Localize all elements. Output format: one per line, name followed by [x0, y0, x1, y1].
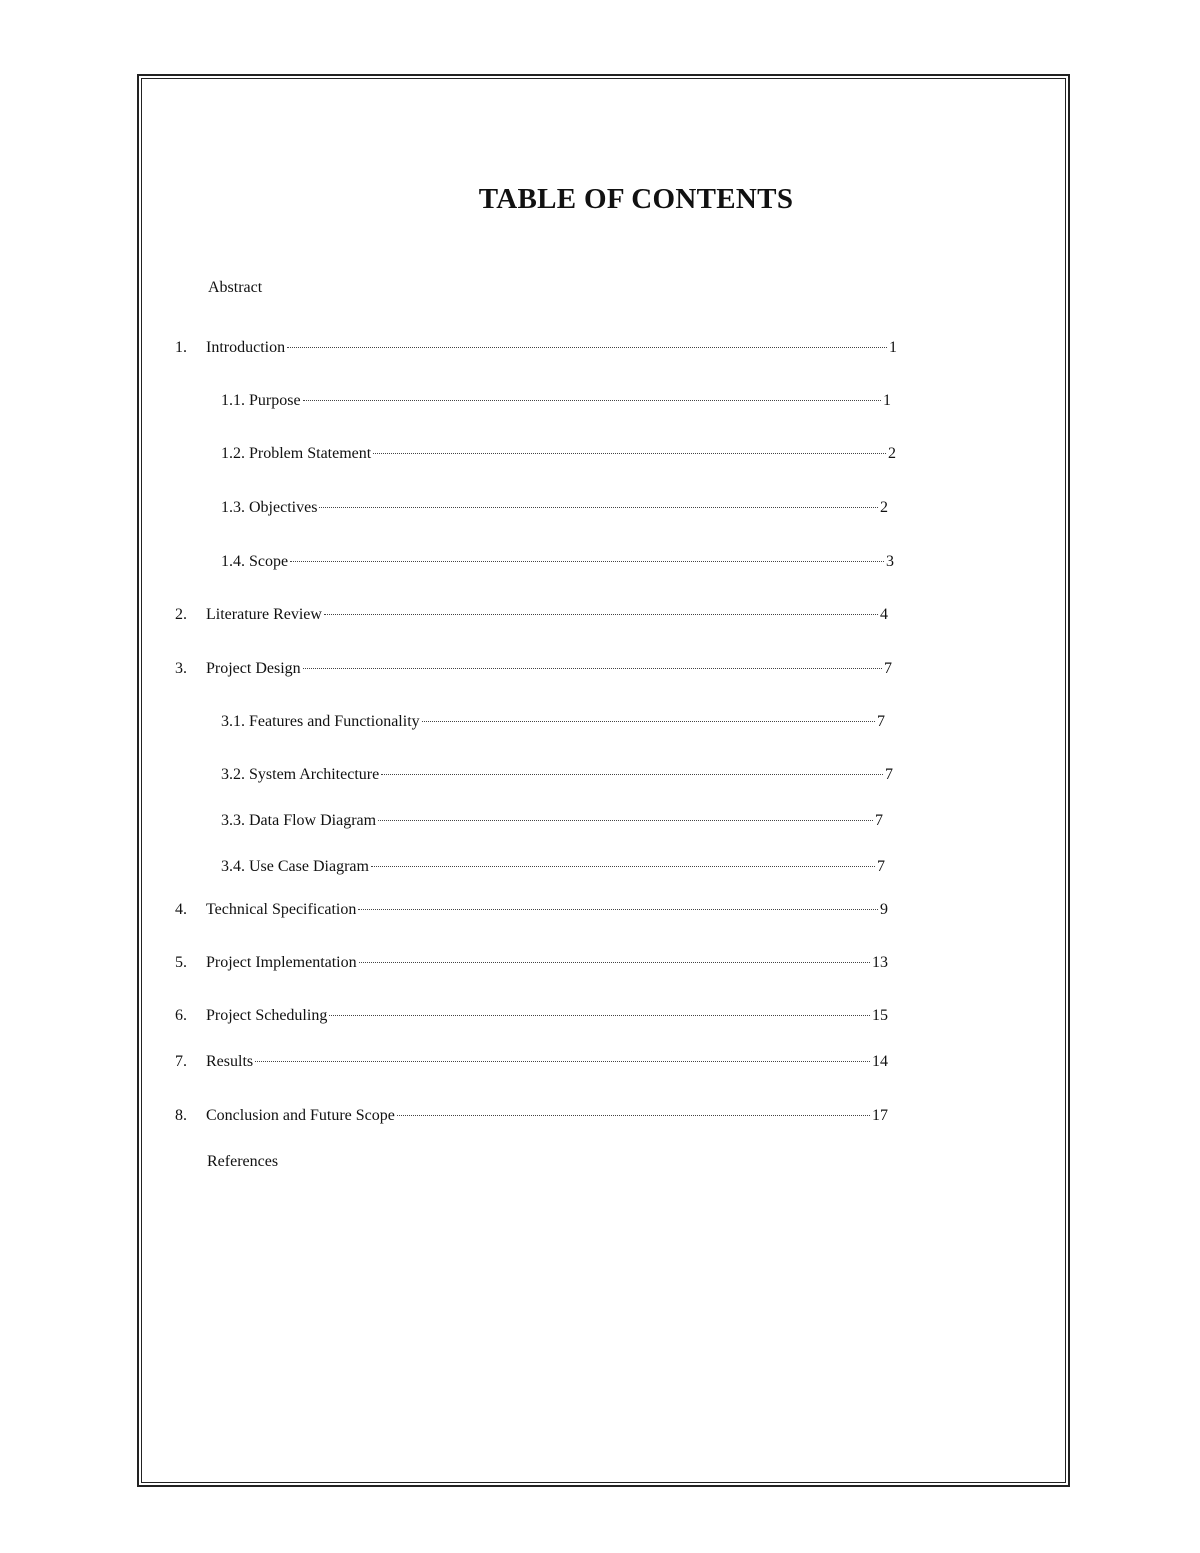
toc-entry-page: 7 — [877, 858, 885, 875]
toc-entry-page: 2 — [888, 445, 896, 462]
toc-entry-text: 1.2. Problem Statement — [221, 445, 372, 462]
toc-entry-number: 4. — [175, 901, 187, 918]
toc-entry-page: 1 — [889, 339, 897, 356]
toc-dot-leader — [358, 894, 878, 914]
toc-entry-project-scheduling[interactable] — [175, 1000, 888, 1026]
toc-entry-page: 14 — [872, 1053, 888, 1070]
toc-entry-number: 8. — [175, 1107, 187, 1124]
toc-dot-leader — [255, 1046, 870, 1066]
toc-entry-literature-review[interactable] — [175, 599, 888, 625]
toc-dot-leader — [303, 653, 882, 673]
toc-entry-results[interactable] — [175, 1046, 888, 1072]
toc-entry-text: Abstract — [208, 279, 263, 296]
toc-dot-leader — [290, 546, 884, 566]
toc-entry-page: 13 — [872, 954, 888, 971]
toc-entry-technical-specification[interactable] — [175, 894, 888, 920]
toc-dot-leader — [422, 706, 875, 726]
toc-dot-leader — [381, 759, 883, 779]
toc-entry-page: 17 — [872, 1107, 888, 1124]
toc-entry-text: Project Scheduling — [206, 1007, 328, 1024]
toc-entry-number: 2. — [175, 606, 187, 623]
toc-dot-leader — [287, 332, 887, 352]
toc-entry-text: 1.4. Scope — [221, 553, 289, 570]
toc-entry-page: 1 — [883, 392, 891, 409]
toc-entry-text: Project Design — [206, 660, 301, 677]
toc-dot-leader — [373, 438, 886, 458]
toc-dot-leader — [319, 492, 878, 512]
toc-dot-leader — [359, 947, 870, 967]
toc-entry-number: 3. — [175, 660, 187, 677]
toc-entry-abstract[interactable] — [208, 278, 262, 298]
toc-entry-text: 3.2. System Architecture — [221, 766, 380, 783]
toc-entry-text: Project Implementation — [206, 954, 357, 971]
toc-entry-objectives[interactable] — [221, 492, 888, 518]
toc-entry-conclusion-and-future-scope[interactable] — [175, 1100, 888, 1126]
toc-entry-number: 6. — [175, 1007, 187, 1024]
toc-entry-text: Technical Specification — [206, 901, 357, 918]
toc-entry-text: Conclusion and Future Scope — [206, 1107, 395, 1124]
toc-entry-number: 7. — [175, 1053, 187, 1070]
toc-entry-purpose[interactable] — [221, 385, 891, 411]
toc-entry-scope[interactable] — [221, 546, 894, 572]
toc-entry-page: 7 — [885, 766, 893, 783]
toc-entry-system-architecture[interactable] — [221, 759, 893, 785]
toc-entry-number: 5. — [175, 954, 187, 971]
toc-entry-use-case-diagram[interactable] — [221, 851, 885, 877]
toc-entry-page: 9 — [880, 901, 888, 918]
toc-dot-leader — [378, 805, 873, 825]
toc-entry-text: Introduction — [206, 339, 286, 356]
toc-entry-problem-statement[interactable] — [221, 438, 896, 464]
toc-entry-page: 7 — [877, 713, 885, 730]
toc-dot-leader — [329, 1000, 870, 1020]
toc-entry-text: 1.1. Purpose — [221, 392, 301, 409]
toc-entry-introduction[interactable] — [175, 332, 897, 358]
toc-entry-page: 7 — [884, 660, 892, 677]
toc-entry-text: 3.3. Data Flow Diagram — [221, 812, 377, 829]
toc-entry-text: Results — [206, 1053, 254, 1070]
toc-dot-leader — [324, 599, 878, 619]
toc-entry-text: Literature Review — [206, 606, 322, 623]
toc-dot-leader — [397, 1100, 870, 1120]
toc-entry-number: 1. — [175, 339, 187, 356]
toc-entry-project-design[interactable] — [175, 653, 892, 679]
toc-entry-text: References — [207, 1153, 279, 1170]
toc-entry-text: 3.1. Features and Functionality — [221, 713, 420, 730]
toc-entry-page: 4 — [880, 606, 888, 623]
toc-entry-data-flow-diagram[interactable] — [221, 805, 883, 831]
toc-entry-features-and-functionality[interactable] — [221, 706, 885, 732]
toc-dot-leader — [371, 851, 875, 871]
toc-entry-project-implementation[interactable] — [175, 947, 888, 973]
toc-dot-leader — [303, 385, 881, 405]
toc-entry-page: 3 — [886, 553, 894, 570]
page-title: TABLE OF CONTENTS — [478, 183, 794, 215]
toc-entry-page: 15 — [872, 1007, 888, 1024]
toc-entry-text: 1.3. Objectives — [221, 499, 318, 516]
toc-entry-page: 2 — [880, 499, 888, 516]
toc-entry-references[interactable] — [207, 1152, 278, 1172]
toc-entry-text: 3.4. Use Case Diagram — [221, 858, 369, 875]
toc-entry-page: 7 — [875, 812, 883, 829]
